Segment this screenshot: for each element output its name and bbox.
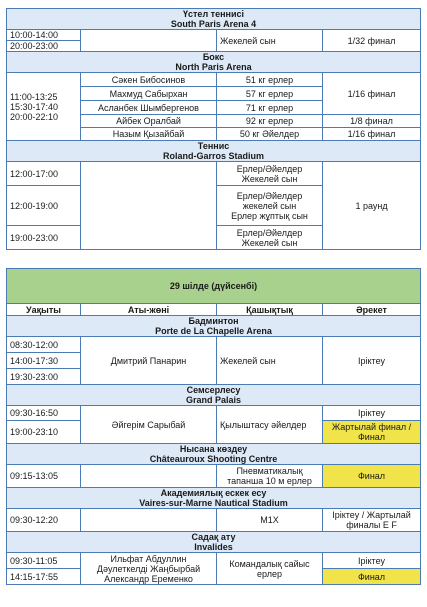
action-cell: Іріктеу <box>323 406 421 421</box>
athlete-name: Әйгерім Сарыбай <box>81 406 217 444</box>
time-cell: 14:00-17:30 <box>7 353 81 369</box>
action-cell: Іріктеу <box>323 553 421 569</box>
action-cell: 1/32 финал <box>323 30 421 52</box>
weight-category: 71 кг ерлер <box>217 101 323 115</box>
sport-header-boxing <box>7 52 421 73</box>
discipline-cell: Ерлер/Әйелдер Жекелей сын <box>217 226 323 250</box>
sport-header-badminton <box>7 316 421 337</box>
action-cell-highlighted: Финал <box>323 465 421 488</box>
discipline-cell: Командалық сайыс ерлер <box>217 553 323 585</box>
sport-name: Садақ ату <box>191 532 236 542</box>
time-cell: 09:30-11:05 <box>7 553 81 569</box>
column-header-time: Уақыты <box>7 304 81 316</box>
athlete-names: Ильфат Абдуллин Дәулеткелді Жаңбырбай Александр Еременко <box>81 553 217 585</box>
time-cell: 10:00-14:00 <box>7 30 81 41</box>
action-cell: 1/8 финал <box>323 115 421 128</box>
name-cell <box>81 509 217 532</box>
sport-name: Семсерлесу <box>186 385 241 395</box>
time-cell: 09:30-16:50 <box>7 406 81 421</box>
time-cell: 14:15-17:55 <box>7 569 81 585</box>
time-cell: 19:00-23:00 <box>7 226 81 250</box>
time-cell: 12:00-17:00 <box>7 162 81 186</box>
venue-name: Grand Palais <box>185 395 242 405</box>
sport-name: Нысана көздеу <box>179 444 248 454</box>
action-cell: 1/16 финал <box>323 128 421 141</box>
sport-name: Бадминтон <box>188 316 239 326</box>
column-header-action: Әрекет <box>323 304 421 316</box>
athlete-name: Махмуд Сабырхан <box>81 87 217 101</box>
sport-header-fencing <box>7 385 421 406</box>
venue-name: Porte de La Chapelle Arena <box>155 326 272 336</box>
venue-name: North Paris Arena <box>175 62 252 72</box>
discipline-cell: M1X <box>217 509 323 532</box>
action-cell: 1 раунд <box>323 162 421 250</box>
sport-name: Академиялық ескек есу <box>160 488 267 498</box>
time-cell: 12:00-19:00 <box>7 186 81 226</box>
discipline-cell: Пневматикалық тапанша 10 м ерлер <box>217 465 323 488</box>
schedule-table-day1 <box>6 8 421 250</box>
date-header: 29 шілде (дүйсенбі) <box>7 269 421 304</box>
action-cell-highlighted: Финал <box>323 569 421 585</box>
time-cell: 20:00-23:00 <box>7 41 81 52</box>
athlete-name: Сәкен Бибосинов <box>81 73 217 87</box>
name-cell <box>81 162 217 250</box>
weight-category: 50 кг Әйелдер <box>217 128 323 141</box>
athlete-name: Дмитрий Панарин <box>81 337 217 385</box>
discipline-cell: Жекелей сын <box>217 30 323 52</box>
action-cell: 1/16 финал <box>323 73 421 115</box>
action-cell-highlighted: Жартылай финал / Финал <box>323 421 421 444</box>
sport-name: Үстел теннисі <box>183 9 244 19</box>
time-cell: 19:30-23:00 <box>7 369 81 385</box>
athlete-name: Назым Қызайбай <box>81 128 217 141</box>
action-cell: Іріктеу <box>323 337 421 385</box>
weight-category: 92 кг ерлер <box>217 115 323 128</box>
sport-header-archery <box>7 532 421 553</box>
discipline-cell: Жекелей сын <box>217 337 323 385</box>
athlete-name: Айбек Оралбай <box>81 115 217 128</box>
venue-name: Invalides <box>194 542 233 552</box>
discipline-cell: Ерлер/Әйелдер жекелей сын Ерлер жұптық сын <box>217 186 323 226</box>
name-cell <box>81 30 217 52</box>
time-cell: 11:00-13:25 15:30-17:40 20:00-22:10 <box>7 73 81 141</box>
action-cell: Іріктеу / Жартылай финалы E F <box>323 509 421 532</box>
weight-category: 51 кг ерлер <box>217 73 323 87</box>
sport-header-table-tennis <box>7 9 421 30</box>
athlete-name: Асланбек Шымбергенов <box>81 101 217 115</box>
schedule-table-day2 <box>6 268 421 585</box>
column-header-distance: Қашықтық <box>217 304 323 316</box>
weight-category: 57 кг ерлер <box>217 87 323 101</box>
sport-header-rowing <box>7 488 421 509</box>
sport-name: Теннис <box>197 141 230 151</box>
sport-header-tennis <box>7 141 421 162</box>
time-cell: 09:30-12:20 <box>7 509 81 532</box>
time-cell: 19:00-23:10 <box>7 421 81 444</box>
venue-name: Vaires-sur-Marne Nautical Stadium <box>139 498 288 508</box>
sport-header-shooting <box>7 444 421 465</box>
venue-name: South Paris Arena 4 <box>170 19 257 29</box>
discipline-cell: Ерлер/Әйелдер Жекелей сын <box>217 162 323 186</box>
venue-name: Roland-Garros Stadium <box>163 151 265 161</box>
venue-name: Châteauroux Shooting Centre <box>149 454 278 464</box>
column-header-name: Аты-жөні <box>81 304 217 316</box>
discipline-cell: Қылыштасу әйелдер <box>217 406 323 444</box>
time-cell: 08:30-12:00 <box>7 337 81 353</box>
time-cell: 09:15-13:05 <box>7 465 81 488</box>
name-cell <box>81 465 217 488</box>
sport-name: Бокс <box>202 52 225 62</box>
